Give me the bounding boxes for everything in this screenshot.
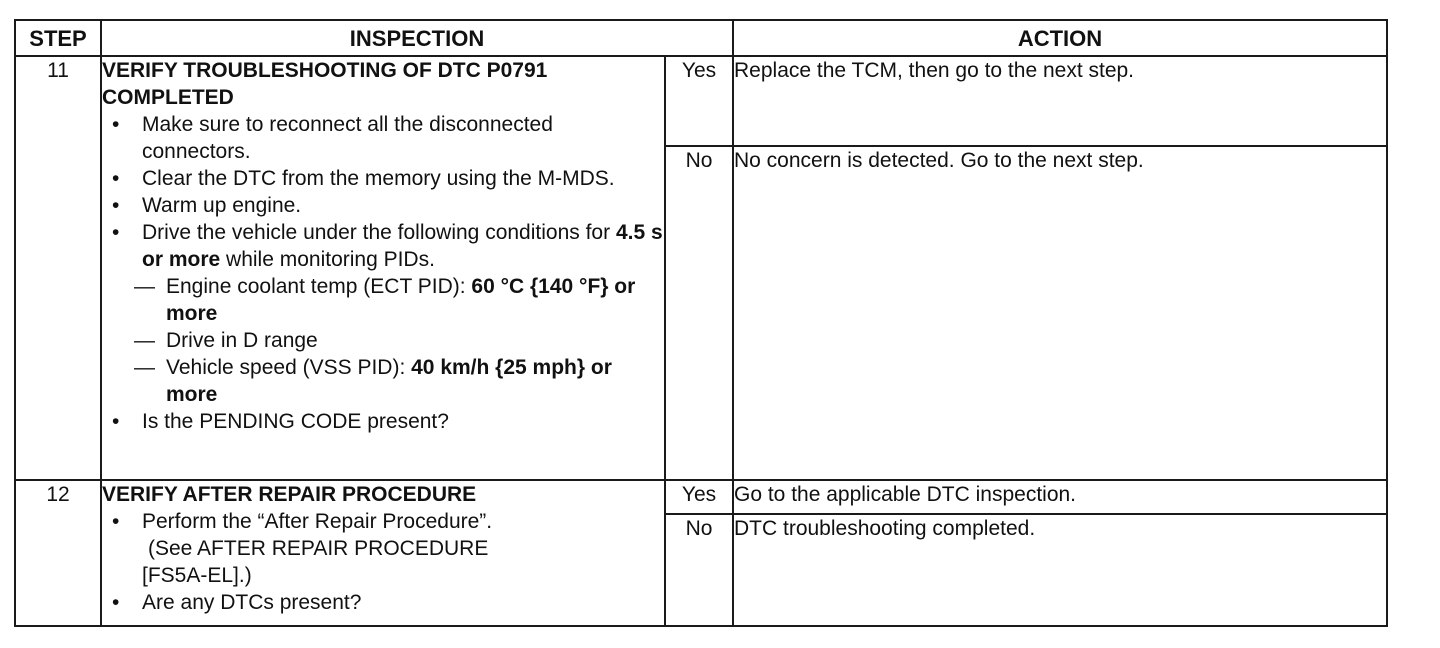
- bullet-item: • Warm up engine.: [102, 192, 664, 219]
- condition-item: [134, 354, 664, 408]
- bullet-text: Perform the “After Repair Procedure”.: [142, 510, 493, 533]
- yes-action: Go to the applicable DTC inspection.: [733, 480, 1387, 514]
- step-11-yes-row: [15, 56, 1387, 146]
- see-reference-cont: [FS5A-EL].): [142, 564, 252, 587]
- inspection-bullets: [102, 111, 664, 435]
- see-reference: (See AFTER REPAIR PROCEDURE: [148, 537, 489, 560]
- dash-glyph: —: [134, 356, 155, 379]
- yes-action: Replace the TCM, then go to the next step.: [733, 56, 1387, 146]
- yes-label: Yes: [665, 56, 733, 146]
- header-row: [15, 20, 1387, 56]
- header-inspection: INSPECTION: [101, 20, 733, 56]
- bullet-item: [102, 508, 664, 589]
- bullet-item: • Make sure to reconnect all the disconnected connectors.: [102, 111, 664, 165]
- dash-glyph: —: [134, 275, 155, 298]
- header-step: STEP: [15, 20, 101, 56]
- drive-duration: 4.5 s or more: [142, 221, 663, 271]
- bullet-question: • Is the PENDING CODE present?: [102, 408, 664, 435]
- condition-item: [134, 327, 664, 354]
- step-title-cont: COMPLETED: [102, 86, 234, 109]
- condition-value: 60 °C {140 °F} or more: [166, 275, 636, 325]
- step-number: 12: [15, 480, 101, 626]
- condition-list: [134, 273, 664, 408]
- bullet-item-drive: [102, 219, 664, 408]
- step-inspection: [101, 56, 665, 480]
- inspection-bullets: [102, 508, 664, 616]
- bullet-question: • Are any DTCs present?: [102, 589, 664, 616]
- step-12-yes-row: [15, 480, 1387, 514]
- no-action: No concern is detected. Go to the next step.: [733, 146, 1387, 480]
- step-inspection: [101, 480, 665, 626]
- condition-label: Engine coolant temp (ECT PID):: [166, 275, 472, 298]
- step-title: VERIFY AFTER REPAIR PROCEDURE: [102, 483, 477, 506]
- condition-label: Drive in D range: [166, 329, 318, 352]
- step-number: 11: [15, 56, 101, 480]
- no-label: No: [665, 146, 733, 480]
- drive-suffix: while monitoring PIDs.: [220, 248, 435, 271]
- troubleshooting-table: [14, 19, 1388, 627]
- no-action: DTC troubleshooting completed.: [733, 514, 1387, 626]
- condition-item: [134, 273, 664, 327]
- condition-value: 40 km/h {25 mph} or more: [166, 356, 612, 406]
- no-label: No: [665, 514, 733, 626]
- bullet-item: • Clear the DTC from the memory using the M-MDS.: [102, 165, 664, 192]
- yes-label: Yes: [665, 480, 733, 514]
- drive-prefix: Drive the vehicle under the following conditions for: [142, 221, 616, 244]
- header-action: ACTION: [733, 20, 1387, 56]
- step-title: VERIFY TROUBLESHOOTING OF DTC P0791: [102, 59, 548, 82]
- condition-label: Vehicle speed (VSS PID):: [166, 356, 412, 379]
- dash-glyph: —: [134, 329, 155, 352]
